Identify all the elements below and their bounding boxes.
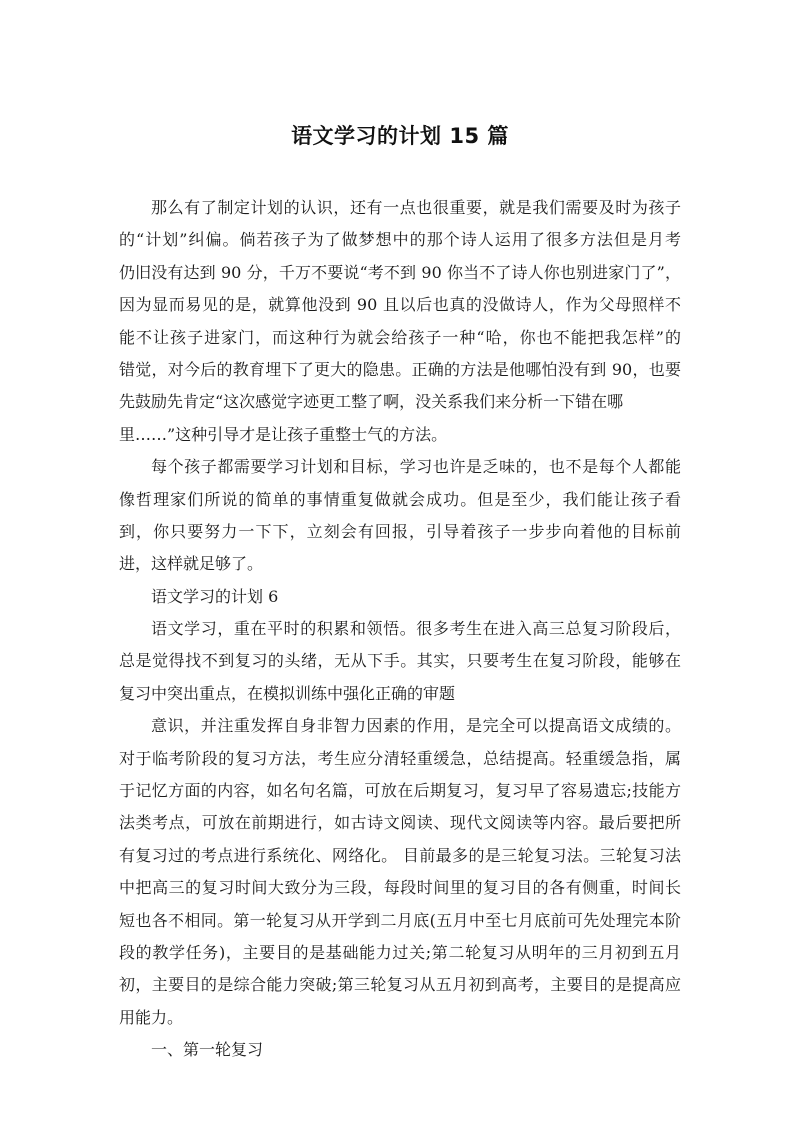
text-line: 里……”这种引导才是让孩子重整士气的方法。: [119, 424, 448, 444]
text-line: 仍旧没有达到 90 分，千万不要说“考不到 90 你当不了诗人你也别进家门了”，: [119, 262, 681, 282]
document-body: [119, 192, 681, 1067]
text-line: 法类考点，可放在前期进行，如古诗文阅读、现代文阅读等内容。最后要把所: [119, 813, 681, 833]
text-line: 那么有了制定计划的认识，还有一点也很重要，就是我们需要及时为孩子: [151, 198, 681, 217]
text-line: 语文学习的计划 6: [151, 586, 279, 606]
text-line: 中把高三的复习时间大致分为三段，每段时间里的复习目的各有侧重，时间长: [119, 878, 681, 898]
text-line: 能不让孩子进家门，而这种行为就会给孩子一种“哈，你也不能把我怎样”的: [119, 327, 681, 347]
text-line: 意识，并注重发挥自身非智力因素的作用，是完全可以提高语文成绩的。: [151, 716, 681, 736]
text-line: 一、第一轮复习: [151, 1040, 264, 1060]
text-line: 复习中突出重点，在模拟训练中强化正确的审题: [119, 683, 456, 703]
document-title: 语文学习的计划 15 篇: [291, 124, 509, 148]
text-line: 语文学习，重在平时的积累和领悟。很多考生在进入高三总复习阶段后，: [151, 619, 681, 639]
text-line: 到，你只要努力一下下，立刻会有回报，引导着孩子一步步向着他的目标前: [119, 521, 681, 541]
text-line: 因为显而易见的是，就算他没到 90 且以后也真的没做诗人，作为父母照样不: [119, 295, 681, 315]
text-line: 每个孩子都需要学习计划和目标，学习也许是乏味的，也不是每个人都能: [151, 457, 681, 477]
text-line: 总是觉得找不到复习的头绪，无从下手。其实，只要考生在复习阶段，能够在: [119, 651, 681, 671]
text-line: 有复习过的考点进行系统化、网络化。 目前最多的是三轮复习法。三轮复习法: [119, 845, 681, 865]
text-line: 错觉，对今后的教育埋下了更大的隐患。正确的方法是他哪怕没有到 90，也要: [119, 359, 681, 379]
text-line: 于记忆方面的内容，如名句名篇，可放在后期复习，复习早了容易遗忘;技能方: [119, 781, 681, 801]
text-line: 段的教学任务)，主要目的是基础能力过关;第二轮复习从明年的三月初到五月: [119, 942, 681, 962]
text-line: 先鼓励先肯定“这次感觉字迹更工整了啊，没关系我们来分析一下错在哪: [119, 392, 624, 412]
text-line: 进，这样就足够了。: [119, 554, 264, 574]
text-line: 像哲理家们所说的简单的事情重复做就会成功。但是至少，我们能让孩子看: [119, 489, 681, 509]
text-line: 的“计划”纠偏。倘若孩子为了做梦想中的那个诗人运用了很多方法但是月考: [119, 230, 681, 250]
text-line: 初，主要目的是综合能力突破;第三轮复习从五月初到高考，主要目的是提高应: [119, 975, 681, 995]
text-line: 对于临考阶段的复习方法，考生应分清轻重缓急，总结提高。轻重缓急指，属: [119, 748, 681, 768]
text-line: 用能力。: [119, 1007, 184, 1027]
text-line: 短也各不相同。第一轮复习从开学到二月底(五月中至七月底前可先处理完本阶: [119, 910, 681, 930]
